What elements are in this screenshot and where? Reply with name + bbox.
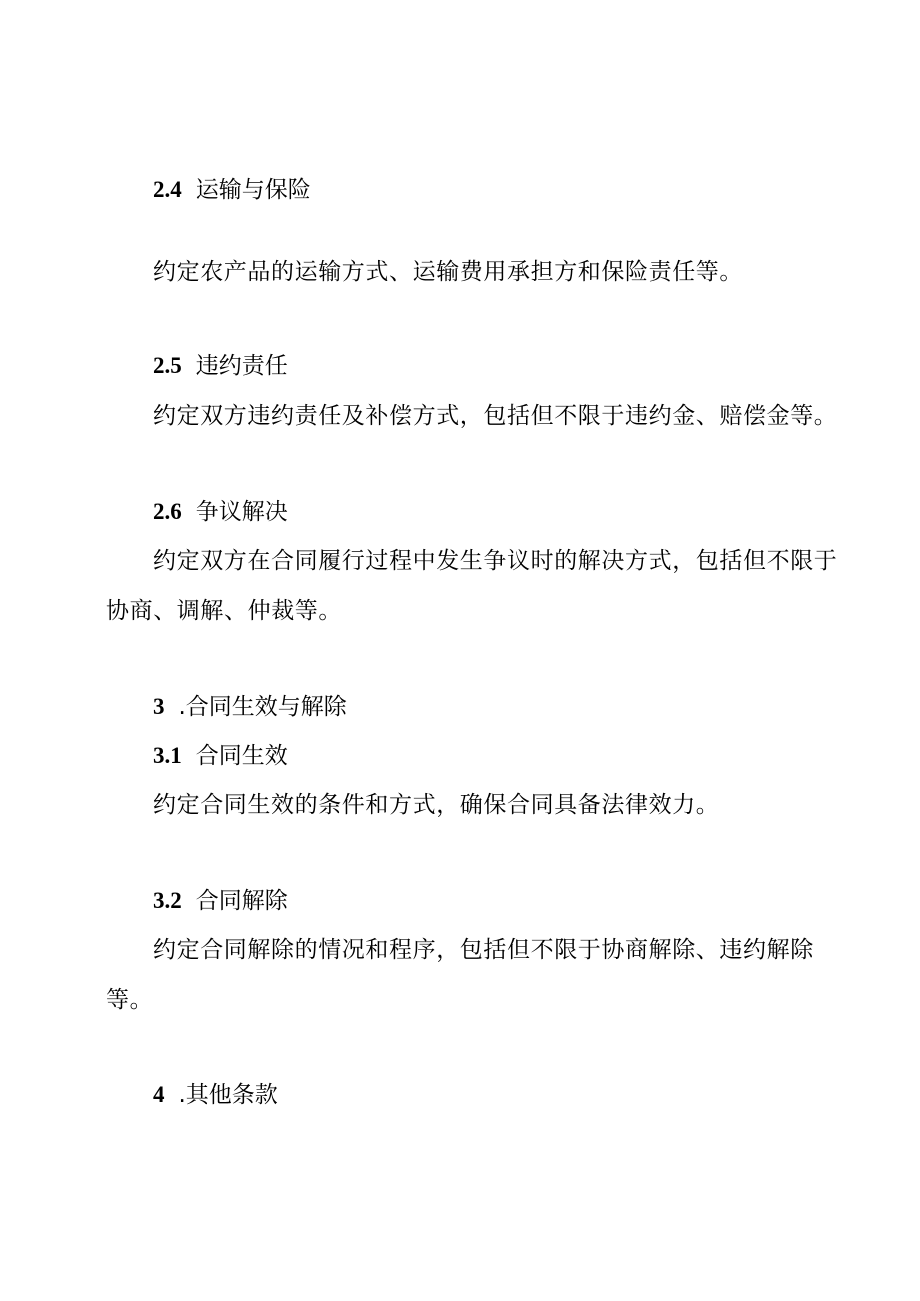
section-paragraph: 约定合同解除的情况和程序，包括但不限于协商解除、违约解除	[153, 937, 814, 963]
chapter-number: 3	[153, 694, 165, 719]
section-heading	[153, 351, 288, 381]
section-paragraph: 约定合同生效的条件和方式，确保合同具备法律效力。	[153, 792, 720, 818]
section-heading	[153, 886, 288, 916]
chapter-heading	[153, 692, 347, 722]
chapter-heading	[153, 1080, 278, 1110]
section-heading	[153, 175, 311, 205]
section-paragraph: 约定双方在合同履行过程中发生争议时的解决方式，包括但不限于	[153, 548, 838, 574]
chapter-number: 4	[153, 1082, 165, 1107]
section-title: 违约责任	[195, 353, 288, 379]
section-paragraph-continued: 等。	[106, 987, 154, 1013]
section-number: 3.2	[153, 888, 182, 913]
section-title: 合同生效	[195, 743, 288, 769]
section-paragraph: 约定双方违约责任及补偿方式，包括但不限于违约金、赔偿金等。	[153, 403, 838, 429]
section-paragraph: 约定农产品的运输方式、运输费用承担方和保险责任等。	[153, 259, 743, 285]
section-heading	[153, 497, 288, 527]
section-number: 2.6	[153, 499, 182, 524]
section-paragraph-continued: 协商、调解、仲裁等。	[106, 598, 342, 624]
section-number: 2.4	[153, 177, 182, 202]
chapter-title: .其他条款	[178, 1082, 278, 1108]
section-number: 2.5	[153, 353, 182, 378]
section-title: 合同解除	[195, 888, 288, 914]
section-heading	[153, 741, 288, 771]
chapter-title: .合同生效与解除	[178, 694, 347, 720]
section-number: 3.1	[153, 743, 182, 768]
section-title: 争议解决	[195, 499, 288, 525]
section-title: 运输与保险	[195, 177, 311, 203]
